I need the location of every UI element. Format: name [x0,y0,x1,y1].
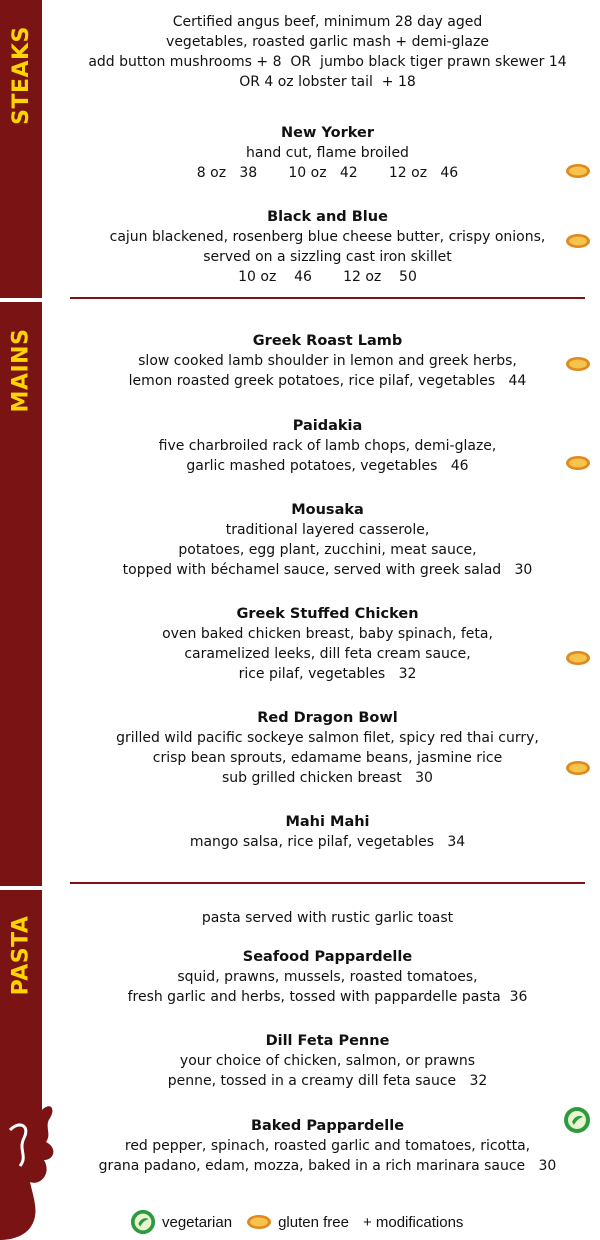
legend-modifications [363,1214,463,1231]
sidebar [0,0,42,1240]
menu-item [70,604,585,684]
vegetarian-icon [563,1106,591,1134]
item-description: sub grilled chicken breast 30 [222,770,433,786]
menu-item [70,500,585,580]
gluten-free-icon [565,233,591,249]
item-name: Dill Feta Penne [265,1033,390,1049]
item-name: Red Dragon Bowl [257,710,398,726]
steaks-intro-line: vegetables, roasted garlic mash + demi-glaze [166,34,489,50]
item-name: Mousaka [291,502,364,518]
menu-item [70,947,585,1007]
item-description: oven baked chicken breast, baby spinach, feta, [162,626,493,642]
item-description: rice pilaf, vegetables 32 [238,666,417,682]
mains-section-label: MAINS [8,328,34,412]
menu-item [70,331,585,391]
item-description: five charbroiled rack of lamb chops, demi-glaze, [158,438,497,454]
item-description: grana padano, edam, mozza, baked in a rich marinara sauce 30 [98,1158,557,1174]
wine-splash-graphic [0,1090,70,1240]
section-divider [70,882,585,884]
item-description: mango salsa, rice pilaf, vegetables 34 [189,834,466,850]
steaks-intro-line: add button mushrooms + 8 OR jumbo black tiger prawn skewer 14 [88,54,567,70]
menu-item [70,812,585,852]
item-description: hand cut, flame broiled [246,145,409,161]
item-description: slow cooked lamb shoulder in lemon and greek herbs, [138,353,517,369]
gluten-free-icon [565,760,591,776]
item-name: Seafood Pappardelle [242,949,413,965]
menu-item [70,1031,585,1091]
menu-item [70,416,585,476]
item-description: grilled wild pacific sockeye salmon filet, spicy red thai curry, [116,730,539,746]
item-name: Baked Pappardelle [250,1118,405,1134]
item-name: Black and Blue [267,209,388,225]
item-description: cajun blackened, rosenberg blue cheese butter, crispy onions, [109,229,546,245]
gluten-free-icon [565,650,591,666]
legend-modifications-label: + modifications [362,1213,464,1231]
item-description: topped with béchamel sauce, served with greek salad 30 [122,562,533,578]
item-name: Greek Stuffed Chicken [236,606,419,622]
pasta-section-label: PASTA [8,915,34,995]
gluten-free-icon [565,356,591,372]
pasta-intro-text: pasta served with rustic garlic toast [201,910,454,926]
legend-vegetarian [130,1209,232,1235]
gluten-free-icon [565,455,591,471]
item-description: squid, prawns, mussels, roasted tomatoes, [177,969,478,985]
gluten-free-icon [565,163,591,179]
steaks-intro-line: OR 4 oz lobster tail + 18 [239,74,416,90]
pasta-intro [70,908,585,928]
legend [130,1208,477,1236]
section-divider [70,297,585,299]
item-name: Paidakia [292,418,363,434]
vegetarian-icon [130,1209,156,1235]
legend-gluten-free-label: gluten free [278,1213,349,1231]
item-description: penne, tossed in a creamy dill feta sauce 32 [167,1073,488,1089]
steaks-intro [70,12,585,92]
item-name: Greek Roast Lamb [252,333,403,349]
item-description: your choice of chicken, salmon, or prawns [179,1053,476,1069]
item-price: 10 oz 46 12 oz 50 [238,269,417,285]
item-price: 8 oz 38 10 oz 42 12 oz 46 [196,165,459,181]
item-name: New Yorker [281,125,374,141]
item-description: potatoes, egg plant, zucchini, meat sauce, [178,542,477,558]
gluten-free-icon [246,1214,272,1230]
item-description: fresh garlic and herbs, tossed with pappardelle pasta 36 [127,989,528,1005]
item-description: served on a sizzling cast iron skillet [203,249,452,265]
legend-vegetarian-label: vegetarian [162,1213,233,1231]
menu-item [70,1116,585,1176]
item-description: garlic mashed potatoes, vegetables 46 [186,458,469,474]
item-description: red pepper, spinach, roasted garlic and tomatoes, ricotta, [124,1138,531,1154]
item-description: crisp bean sprouts, edamame beans, jasmine rice [152,750,503,766]
steaks-intro-line: Certified angus beef, minimum 28 day aged [172,14,483,30]
legend-gluten-free [246,1214,349,1231]
item-description: lemon roasted greek potatoes, rice pilaf, vegetables 44 [128,373,527,389]
item-name: Mahi Mahi [285,814,370,830]
menu-item [70,708,585,788]
menu-item [70,123,585,183]
item-description: traditional layered casserole, [225,522,430,538]
item-description: caramelized leeks, dill feta cream sauce, [184,646,471,662]
steaks-section-label: STEAKS [8,25,34,125]
menu-item [70,207,585,287]
